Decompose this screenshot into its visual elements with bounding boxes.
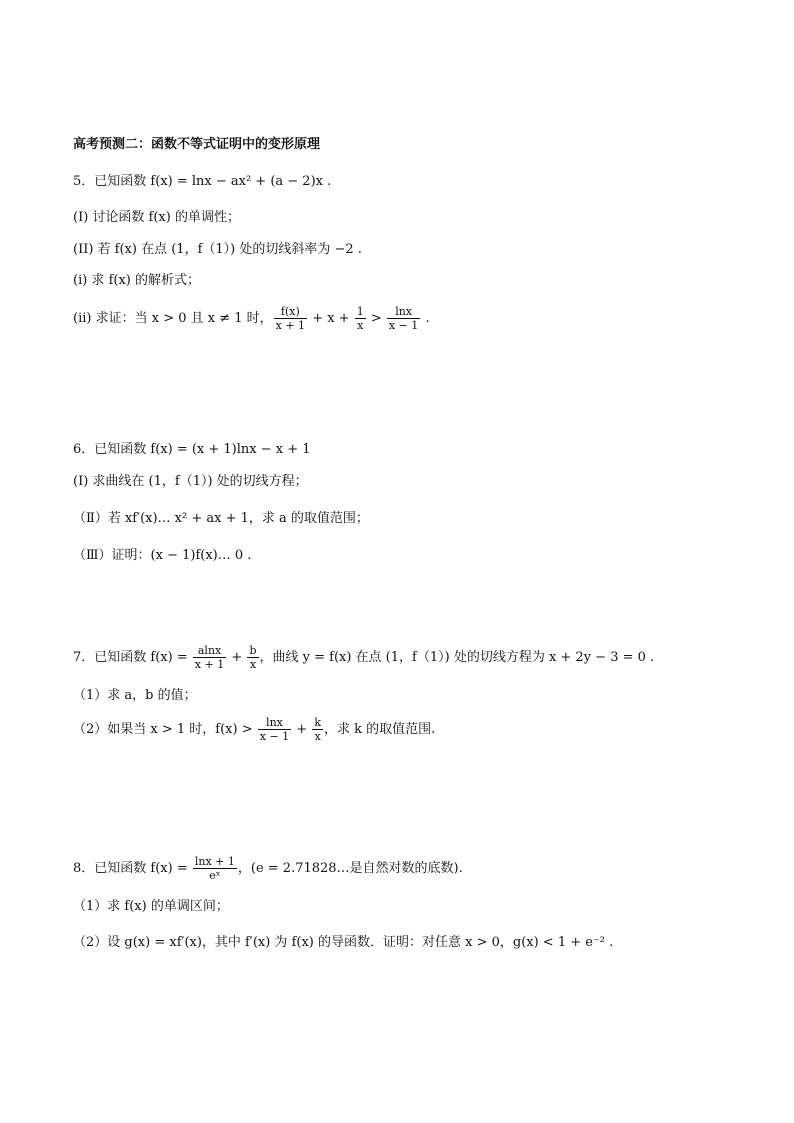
- p7-frac-1-den: x + 1: [194, 658, 225, 671]
- p8-frac-num: lnx + 1: [194, 855, 235, 868]
- section-title: 高考预测二：函数不等式证明中的变形原理: [73, 137, 321, 152]
- p7-2-frac-2-den: x: [314, 730, 321, 743]
- p7-2-plus: +: [292, 722, 312, 737]
- p5-frac-2-den: x: [357, 319, 364, 332]
- problem-8-statement: [73, 855, 463, 882]
- p5-frac-1-den: x + 1: [275, 319, 306, 332]
- p5-frac-2-num: 1: [356, 305, 364, 318]
- problem-8-part-2: （2）设 g(x) = xf′(x)，其中 f′(x) 为 f(x) 的导函数．证明：对任意 x > 0，g(x) < 1 + e⁻² .: [73, 935, 614, 950]
- problem-6-part-1: (I) 求曲线在 (1，f（1）) 处的切线方程；: [73, 474, 308, 489]
- problem-6-part-2: （Ⅱ）若 xf′(x)… x² + ax + 1，求 a 的取值范围；: [73, 511, 369, 526]
- problem-5-statement: 5．已知函数 f(x) = lnx − ax² + (a − 2)x .: [73, 174, 332, 189]
- p7-2-frac-1-den: x − 1: [259, 730, 290, 743]
- p7-2-prefix: （2）如果当 x > 1 时，f(x) >: [73, 722, 257, 737]
- p5-frac-2: [355, 305, 366, 332]
- p7-prefix: 7．已知函数 f(x) =: [73, 650, 192, 665]
- problem-6-part-3: （Ⅲ）证明：(x − 1)f(x)… 0 .: [73, 548, 252, 563]
- problem-7-part-2: [73, 716, 435, 743]
- problem-5-part-1: (I) 讨论函数 f(x) 的单调性；: [73, 210, 240, 225]
- problem-5-part-2-i: (i) 求 f(x) 的解析式；: [73, 273, 200, 288]
- problem-5-part-2: (II) 若 f(x) 在点 (1，f（1）) 处的切线斜率为 −2 .: [73, 242, 362, 257]
- p5-frac-3: [387, 305, 420, 332]
- p7-suffix: ，曲线 y = f(x) 在点 (1，f（1）) 处的切线方程为 x + 2y − 3 = 0 .: [259, 650, 655, 665]
- p7-2-frac-1: [258, 716, 291, 743]
- p5-ii-prefix: (ii) 求证：当 x > 0 且 x ≠ 1 时，: [73, 311, 273, 326]
- problem-5-part-2-ii: [73, 305, 430, 332]
- p8-frac: [193, 855, 237, 882]
- p7-plus: +: [227, 650, 247, 665]
- problem-6-statement: 6．已知函数 f(x) = (x + 1)lnx − x + 1: [73, 442, 311, 457]
- p8-suffix: ，(e = 2.71828…是自然对数的底数).: [237, 861, 463, 876]
- p5-frac-3-den: x − 1: [388, 319, 419, 332]
- p5-frac-1-num: f(x): [274, 305, 307, 319]
- p7-frac-1: [193, 644, 226, 671]
- problem-8-part-1: （1）求 f(x) 的单调区间；: [73, 899, 229, 914]
- p7-2-frac-2-num: k: [314, 716, 322, 729]
- p8-frac-den: eˣ: [209, 869, 221, 882]
- p7-frac-2: [247, 644, 258, 671]
- p7-frac-1-num: alnx: [193, 644, 226, 658]
- p8-prefix: 8．已知函数 f(x) =: [73, 861, 192, 876]
- problem-7-statement: [73, 644, 654, 671]
- problem-7-part-1: （1）求 a，b 的值；: [73, 688, 197, 703]
- p5-ii-mid: + x +: [308, 311, 354, 326]
- p5-frac-1: [274, 305, 307, 332]
- p7-frac-2-den: x: [249, 658, 257, 671]
- p7-2-frac-1-num: lnx: [258, 716, 291, 730]
- p7-2-suffix: ，求 k 的取值范围.: [324, 722, 436, 737]
- p5-ii-gt: >: [366, 311, 386, 326]
- p5-frac-3-num: lnx: [387, 305, 420, 319]
- p7-frac-2-num: b: [249, 644, 257, 657]
- p5-ii-suffix: .: [421, 311, 430, 326]
- p7-2-frac-2: [312, 716, 323, 743]
